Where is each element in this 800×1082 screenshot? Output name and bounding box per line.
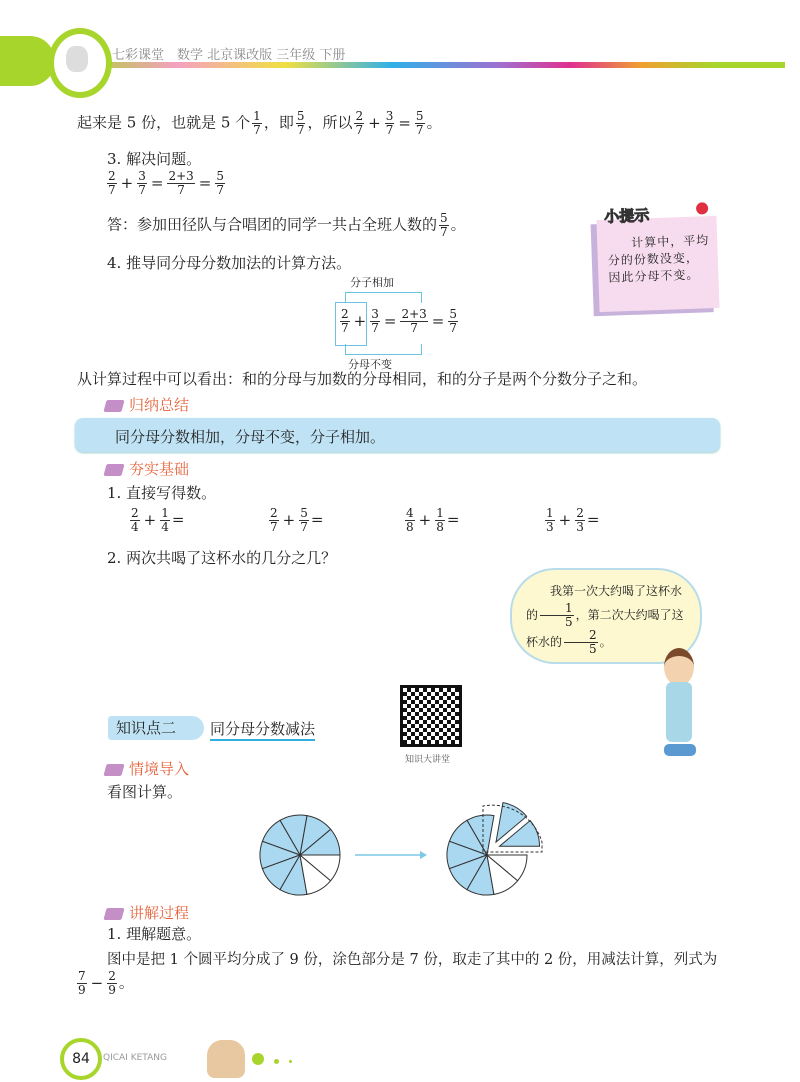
fraction [370, 308, 380, 335]
fraction [575, 507, 585, 534]
qr-code[interactable] [400, 685, 462, 747]
denominator: 7 [415, 123, 424, 137]
fraction [564, 629, 598, 656]
fraction [354, 110, 364, 137]
denominator: 7 [410, 321, 418, 335]
addition-diagram [330, 274, 470, 370]
fraction [439, 212, 449, 239]
heading-icon [103, 908, 124, 920]
explain-step1: 1. 理解题意。 [107, 925, 202, 943]
numerator: 7 [78, 969, 86, 983]
denominator: 7 [341, 321, 349, 335]
fraction [415, 110, 425, 137]
numerator: 2+3 [401, 307, 427, 321]
header-tab [0, 36, 55, 86]
summary-box [75, 418, 720, 452]
step3-answer: 答：参加田径队与合唱团的同学一共占全班人数的 $\frac{5}{7}$ 。 [107, 211, 466, 239]
denominator: 4 [131, 520, 139, 534]
circle-diagram [250, 800, 550, 910]
numerator: 1 [253, 109, 261, 123]
footer-dots [252, 1051, 292, 1069]
denominator: 3 [546, 520, 554, 534]
numerator: 2 [108, 169, 116, 183]
fraction [107, 970, 117, 997]
summary-text: 同分母分数相加，分母不变，分子相加。 [115, 428, 386, 446]
tip-title: 小提示 [604, 206, 650, 226]
fraction [137, 170, 147, 197]
denominator: 3 [576, 520, 584, 534]
exercise-3: $\frac{4}{8}$ + $\frac{1}{8}$ = [406, 506, 460, 534]
explain-equation: $\frac{7}{9}$ − $\frac{2}{9}$ 。 [78, 969, 134, 997]
numerator: 5 [300, 506, 308, 520]
denominator: 8 [436, 520, 444, 534]
heading-icon [103, 764, 124, 776]
bottom-bracket [345, 344, 422, 355]
boy-illustration [658, 648, 700, 760]
fraction [405, 507, 415, 534]
footer-mascot [207, 1040, 245, 1078]
denominator: 7 [371, 321, 379, 335]
numerator: 2 [564, 629, 598, 643]
basics-heading: 夯实基础 [105, 458, 189, 479]
fraction [385, 110, 395, 137]
numerator: 5 [449, 307, 457, 321]
numerator: 5 [440, 211, 448, 225]
header-title: 七彩课堂 数学 北京课改版 三年级 下册 [112, 48, 346, 63]
numerator: 1 [546, 506, 554, 520]
fraction [296, 110, 306, 137]
numerator: 3 [385, 109, 394, 123]
intro-text: 看图计算。 [107, 783, 183, 801]
fraction [340, 308, 350, 335]
fraction [435, 507, 445, 534]
bubble-text: 我第一次大约喝了这杯水的 $\frac{1}{5}$ ，第二次大约喝了这杯水的 $\frac{2}{5}$ 。 [526, 584, 684, 656]
denominator: 5 [589, 642, 597, 656]
footer-brand: QICAI KETANG [103, 1053, 167, 1063]
exercise-1: $\frac{2}{4}$ + $\frac{1}{4}$ = [131, 506, 185, 534]
fraction [269, 507, 279, 534]
numerator: 1 [436, 506, 444, 520]
diagram-equation: $\frac{2}{7}$ + $\frac{3}{7}$ = $\frac{2+3}{7}$ = $\frac{5}{7}$ [341, 307, 457, 335]
numerator: 2+3 [168, 169, 194, 183]
numerator: 2 [576, 506, 584, 520]
fraction [130, 507, 140, 534]
denominator: 8 [406, 520, 414, 534]
denominator: 5 [565, 615, 573, 629]
fraction [252, 110, 262, 137]
basics-q2: 2. 两次共喝了这杯水的几分之几？ [107, 549, 337, 567]
denominator: 9 [108, 983, 116, 997]
denominator: 7 [355, 123, 364, 137]
numerator: 3 [138, 169, 146, 183]
mascot-logo [48, 28, 112, 98]
top-label: 分子相加 [350, 276, 394, 289]
numerator: 2 [108, 969, 116, 983]
numerator: 1 [540, 602, 574, 616]
denominator: 7 [253, 123, 261, 137]
section-title: 同分母分数减法 [210, 718, 315, 741]
tip-text: 计算中，平均分的份数没变，因此分母不变。 [607, 233, 710, 285]
denominator: 7 [440, 225, 448, 239]
denominator: 7 [108, 183, 116, 197]
exercise-2: $\frac{2}{7}$ + $\frac{5}{7}$ = [270, 506, 324, 534]
denominator: 7 [385, 123, 394, 137]
numerator: 2 [355, 109, 364, 123]
intro-heading: 情境导入 [105, 758, 189, 779]
explain-paragraph: 图中是把 1 个圆平均分成了 9 份，涂色部分是 7 份，取走了其中的 2 份，用减法计算，列式为 [107, 952, 718, 968]
step3-equation: $\frac{2}{7}$ + $\frac{3}{7}$ = $\frac{2+3}{7}$ = $\frac{5}{7}$ [108, 169, 224, 197]
numerator: 5 [415, 109, 424, 123]
denominator: 7 [300, 520, 308, 534]
basics-q1: 1. 直接写得数。 [107, 484, 217, 502]
numerator: 5 [216, 169, 224, 183]
qr-label: 知识大讲堂 [405, 755, 451, 765]
tip-note [596, 206, 719, 312]
numerator: 2 [270, 506, 278, 520]
exercise-4: $\frac{1}{3}$ + $\frac{2}{3}$ = [546, 506, 600, 534]
step4-title: 4. 推导同分母分数加法的计算方法。 [107, 254, 352, 272]
denominator: 7 [270, 520, 278, 534]
fraction [299, 507, 309, 534]
fraction [545, 507, 555, 534]
page-number: 84 [60, 1038, 102, 1080]
arrow-head [420, 851, 427, 859]
numerator: 4 [406, 506, 414, 520]
numerator: 5 [296, 109, 305, 123]
summary-heading: 归纳总结 [105, 394, 189, 415]
section-badge: 知识点二 [108, 716, 204, 740]
pushpin-icon [696, 202, 708, 214]
fraction [448, 308, 458, 335]
denominator: 7 [296, 123, 305, 137]
denominator: 7 [138, 183, 146, 197]
denominator: 7 [449, 321, 457, 335]
fraction [400, 308, 427, 335]
fraction [160, 507, 170, 534]
numerator: 3 [371, 307, 379, 321]
heading-icon [103, 400, 124, 412]
fraction [215, 170, 225, 197]
denominator: 4 [161, 520, 169, 534]
numerator: 1 [161, 506, 169, 520]
numerator: 2 [341, 307, 349, 321]
fraction [540, 602, 574, 629]
explain-heading: 讲解过程 [105, 902, 189, 923]
step3-title: 3. 解决问题。 [107, 150, 202, 168]
bottom-label: 分母不变 [348, 358, 392, 371]
fraction [77, 970, 87, 997]
intro-line: 起来是 5 份，也就是 5 个 $\frac{1}{7}$ ，即 $\frac{5}{7}$ ，所以 $\frac{2}{7}$ + $\frac{3}{7}$ = $\frac{5}{7}$ 。 [77, 109, 442, 137]
fraction [167, 170, 194, 197]
denominator: 9 [78, 983, 86, 997]
fraction [107, 170, 117, 197]
denominator: 7 [216, 183, 224, 197]
denominator: 7 [177, 183, 185, 197]
conclusion-text: 从计算过程中可以看出：和的分母与加数的分母相同，和的分子是两个分数分子之和。 [77, 370, 648, 388]
numerator: 2 [131, 506, 139, 520]
heading-icon [103, 464, 124, 476]
